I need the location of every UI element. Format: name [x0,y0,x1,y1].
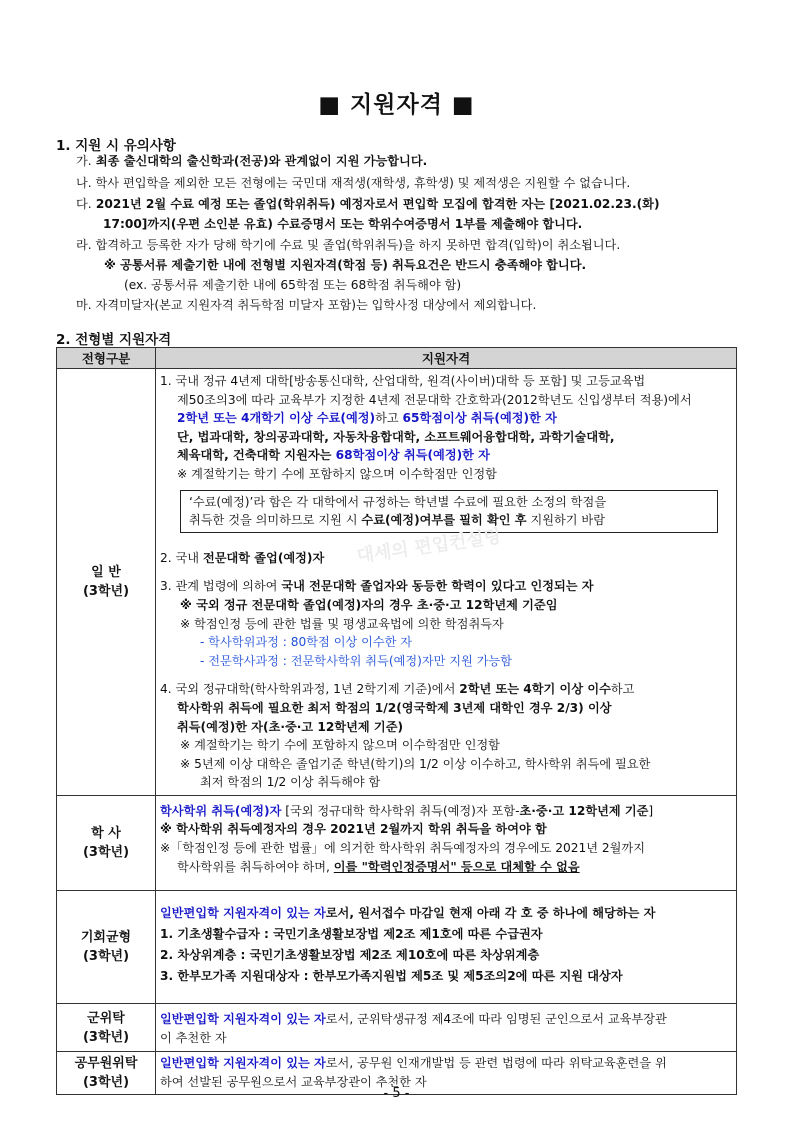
qualification-bachelor: 학사학위 취득(예정)자 [국외 정규대학 학사학위 취득(예정)자 포함-초·중·고 12학년제 기준] ※ 학사학위 취득예정자의 경우 2021년 2월까지 학위 취득을 하여야 함 ※「학점인정 등에 관한 법률」에 의거한 학사학위 취득예정자의 경우에도 2021년 2월까지 학사학위를 취득하여야 하며, 이를 "학력인정증명서" 등으로 대체할 수 없음 [156,795,737,890]
category-general: 일 반 (3학년) [57,369,156,796]
notice-common-docs: ※ 공통서류 제출기한 내에 전형별 지원자격(학점 등) 취득요건은 반드시 충족해야 합니다. [104,258,587,272]
header-category: 전형구분 [57,348,156,369]
section1-heading: 1. 지원 시 유의사항 [56,138,176,154]
watermark: 대세의 편입컨설팅 [355,525,503,567]
qualification-equity: 일반편입학 지원자격이 있는 자로서, 원서접수 마감일 현재 아래 각 호 중 하나에 해당하는 자 1. 기초생활수급자 : 국민기초생활보장법 제2조 제1호에 따른 수급권자 2. 차상위계층 : 국민기초생활보장법 제2조 제10호에 따른 차상위계층 3. 한부모가족 지원대상자 : 한부모가족지원법 제5조 및 제5조의2에 따른 지원 대상자 [156,891,737,1004]
header-qualification: 지원자격 [156,348,737,369]
notice-example: (ex. 공통서류 제출기한 내에 65학점 또는 68학점 취득해야 함) [124,278,462,292]
row-equity [57,891,737,1004]
notice-item-ma: 마. 자격미달자(본교 지원자격 취득학점 미달자 포함)는 입학사정 대상에서 제외합니다. [76,298,537,312]
completion-note-box: ‘수료(예정)’라 함은 각 대학에서 규정하는 학년별 수료에 필요한 소정의 학점을 취득한 것을 의미하므로 지원 시 수료(예정)여부를 필히 확인 후 지원하기 바람 [180,490,718,533]
category-civil-servant: 공무원위탁 (3학년) [57,1052,156,1094]
category-military: 군위탁 (3학년) [57,1004,156,1052]
notice-item-da-cont: 17:00]까지(우편 소인분 유효) 수료증명서 또는 학위수여증명서 1부를 제출해야 합니다. [103,217,583,231]
qualification-military: 일반편입학 지원자격이 있는 자로서, 군위탁생규정 제4조에 따라 임명된 군인으로서 교육부장관 이 추천한 자 [156,1004,737,1052]
category-equity: 기회균형 (3학년) [57,891,156,1004]
page-number: - 5 - [383,1086,410,1101]
notice-item-da: 다. 2021년 2월 수료 예정 또는 졸업(학위취득) 예정자로서 편입학 모집에 합격한 자는 [2021.02.23.(화) [76,197,660,211]
row-bachelor [57,795,737,890]
notice-item-na: 나. 학사 편입학을 제외한 모든 전형에는 국민대 재적생(재학생, 휴학생) 및 제적생은 지원할 수 없습니다. [76,176,631,190]
section2-heading: 2. 전형별 지원자격 [56,332,172,348]
row-military [57,1004,737,1052]
notice-item-ra: 라. 합격하고 등록한 자가 당해 학기에 수료 및 졸업(학위취득)을 하지 못하면 합격(입학)이 취소됩니다. [76,238,621,252]
category-bachelor: 학 사 (3학년) [57,795,156,890]
notice-item-ga: 가. 최종 출신대학의 출신학과(전공)와 관계없이 지원 가능합니다. [76,154,428,168]
row-general [57,369,737,796]
eligibility-table [56,347,737,1095]
qualification-general: 1. 국내 정규 4년제 대학[방송통신대학, 산업대학, 원격(사이버)대학 등 포함] 및 고등교육법 제50조의3에 따라 교육부가 지정한 4년제 전문대학 간호학과(2012학년도 신입생부터 적용)에서 2학년 또는 4개학기 이상 수료(예정)하고 65학점이상 취득(예정)한 자 단, 법과대학, 창의공과대학, 자동차융합대학, 소프트웨어융합대학, 과학기술대학, 체육대학, 건축대학 지원자는 68학점이상 취득(예정)한 자 ※ 계절학기는 학기 수에 포함하지 않으며 이수학점만 인정함 ‘수료(예정)’라 함은 각 대학에서 규정하는 학년별 수료에 필요한 소정의 학점을 취득한 것을 의미하므로 지원 시 수료(예정)여부를 필히 확인 후 지원하기 바람 2. 국내 전문대학 졸업(예정)자 3. 관계 법령에 의하여 국내 전문대학 졸업자와 동등한 학력이 있다고 인정되는 자 ※ 국외 정규 전문대학 졸업(예정)자의 경우 초·중·고 12학년제 기준임 ※ 학점인정 등에 관한 법률 및 평생교육법에 의한 학점취득자 - 학사학위과정 : 80학점 이상 이수한 자 - 전문학사과정 : 전문학사학위 취득(예정)자만 지원 가능함 4. 국외 정규대학(학사학위과정, 1년 2학기제 기준)에서 2학년 또는 4학기 이상 이수하고 학사학위 취득에 필요한 최저 학점의 1/2(영국학제 3년제 대학인 경우 2/3) 이상 취득(예정)한 자(초·중·고 12학년제 기준) ※ 계절학기는 학기 수에 포함하지 않으며 이수학점만 인정함 ※ 5년제 이상 대학은 졸업기준 학년(학기)의 1/2 이상 이수하고, 학사학위 취득에 필요한 최저 학점의 1/2 이상 취득해야 함 [156,369,737,796]
page-title: ■ 지원자격 ■ [318,92,475,118]
qualification-civil-servant: 일반편입학 지원자격이 있는 자로서, 공무원 인재개발법 등 관련 법령에 따라 위탁교육훈련을 위 하여 선발된 공무원으로서 교육부장관이 추천한 자 [156,1052,737,1094]
